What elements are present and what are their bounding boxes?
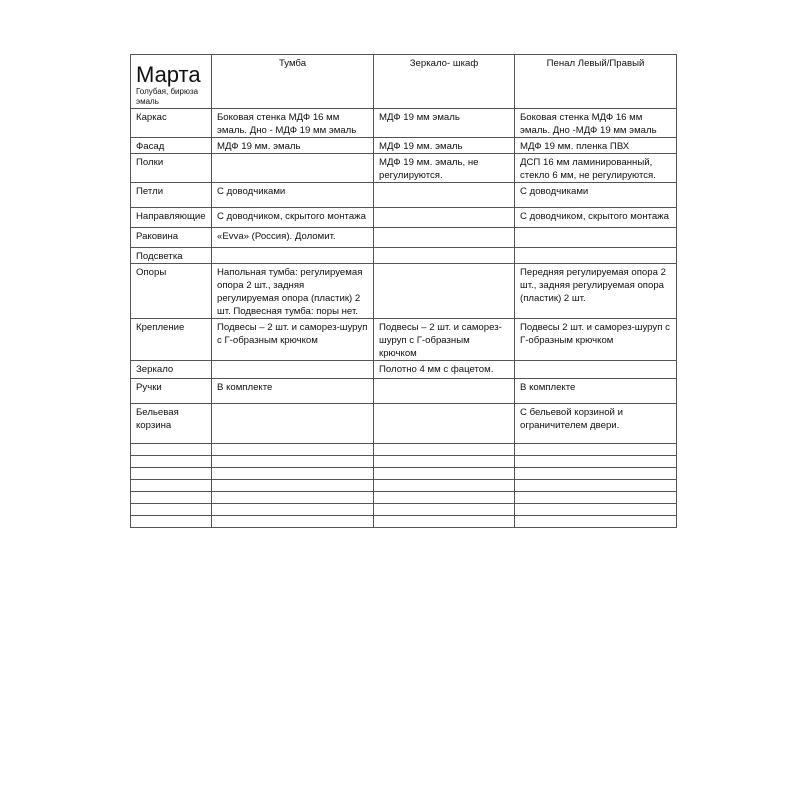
empty-row [131,456,677,468]
table-cell [374,248,515,264]
table-cell: В комплекте [212,379,374,404]
table-cell: Боковая стенка МДФ 16 мм эмаль. Дно -МДФ 19 мм эмаль [515,109,677,138]
empty-row [131,504,677,516]
spec-table [130,54,677,528]
title-cell [131,55,212,109]
row-label: Направляющие [131,208,212,228]
product-name: Марта [136,62,201,87]
column-header-mirror-cabinet [374,55,515,109]
empty-row [131,444,677,456]
row-label: Зеркало [131,361,212,379]
table-row [131,404,677,444]
table-row [131,154,677,183]
table-row [131,208,677,228]
table-cell: МДФ 19 мм. эмаль, не регулируются. [374,154,515,183]
empty-row [131,480,677,492]
row-label: Петли [131,183,212,208]
empty-row [131,492,677,504]
table-row [131,183,677,208]
row-label: Фасад [131,138,212,154]
table-row [131,109,677,138]
table-cell: МДФ 19 мм. пленка ПВХ [515,138,677,154]
table-cell: С доводчиками [515,183,677,208]
table-cell [515,228,677,248]
table-cell: Подвесы – 2 шт. и саморез-шуруп с Г-образным крючком [212,319,374,361]
table-cell [374,379,515,404]
empty-row [131,516,677,528]
header-row [131,55,677,109]
row-label: Полки [131,154,212,183]
row-label: Бельевая корзина [131,404,212,444]
table-cell [515,248,677,264]
table-cell [374,264,515,319]
table-cell [374,228,515,248]
table-cell: Подвесы – 2 шт. и саморез-шуруп с Г-образным крючком [374,319,515,361]
table-cell: Напольная тумба: регулируемая опора 2 шт., задняя регулируемая опора (пластик) 2 шт. Подвесная тумба: поры нет. [212,264,374,319]
table-cell: С доводчиками [212,183,374,208]
row-label: Подсветка [131,248,212,264]
table-cell: МДФ 19 мм. эмаль [212,138,374,154]
table-cell: С бельевой корзиной и ограничителем двери. [515,404,677,444]
table-cell: МДФ 19 мм эмаль [374,109,515,138]
column-header-label: Зеркало- шкаф [409,58,479,69]
column-header-label: Тумба [278,58,307,69]
table-cell: «Evva» (Россия). Доломит. [212,228,374,248]
table-row [131,248,677,264]
table-cell [212,248,374,264]
row-label: Ручки [131,379,212,404]
empty-row [131,468,677,480]
table-cell: С доводчиком, скрытого монтажа [212,208,374,228]
table-cell [374,183,515,208]
table-cell: В комплекте [515,379,677,404]
column-header-penal [515,55,677,109]
table-row [131,228,677,248]
table-row [131,379,677,404]
table-row [131,264,677,319]
row-label: Крепление [131,319,212,361]
row-label: Раковина [131,228,212,248]
table-row [131,319,677,361]
table-cell: Подвесы 2 шт. и саморез-шуруп с Г-образным крючком [515,319,677,361]
table-cell: С доводчиком, скрытого монтажа [515,208,677,228]
row-label: Опоры [131,264,212,319]
table-cell [515,361,677,379]
table-row [131,138,677,154]
table-cell: МДФ 19 мм. эмаль [374,138,515,154]
table-cell [374,404,515,444]
table-cell [374,208,515,228]
table-cell: Полотно 4 мм с фацетом. [374,361,515,379]
column-header-label: Пенал Левый/Правый [546,58,645,69]
table-cell: Боковая стенка МДФ 16 мм эмаль. Дно - МДФ 19 мм эмаль [212,109,374,138]
table-cell: Передняя регулируемая опора 2 шт., задняя регулируемая опора (пластик) 2 шт. [515,264,677,319]
table-cell [212,154,374,183]
table-row [131,361,677,379]
table-cell: ДСП 16 мм ламинированный, стекло 6 мм, не регулируются. [515,154,677,183]
table-cell [212,404,374,444]
row-label: Каркас [131,109,212,138]
column-header-tumba [212,55,374,109]
product-color: Голубая, бирюза эмаль [136,87,199,106]
table-cell [212,361,374,379]
